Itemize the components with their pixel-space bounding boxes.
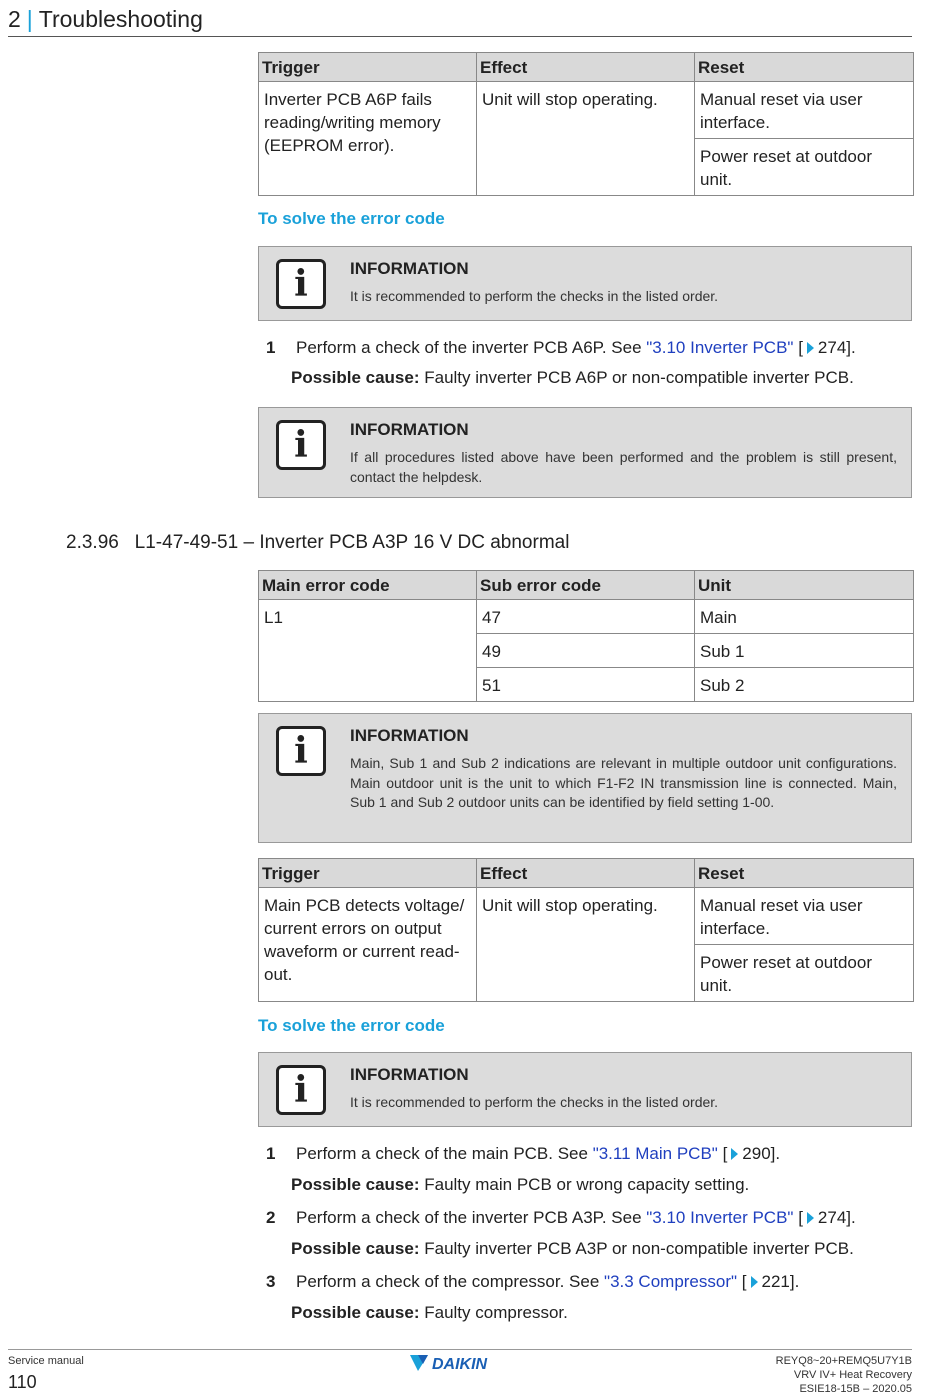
footer-product: VRV IV+ Heat Recovery — [793, 1369, 912, 1381]
header-rule — [8, 36, 912, 37]
reset-cell: Manual reset via user interface. — [695, 888, 914, 945]
info-icon: i — [276, 726, 326, 776]
possible-cause: Possible cause: Faulty main PCB or wrong capacity setting. — [291, 1175, 750, 1194]
footer-doc-info — [776, 1354, 912, 1394]
footer-model: REYQ8~20+REMQ5U7Y1B — [775, 1355, 912, 1367]
column-header-effect: Effect — [477, 859, 695, 888]
sub-code-cell: 47 — [477, 600, 695, 634]
reset-cell: Power reset at outdoor unit. — [695, 945, 914, 1002]
info-body: Main, Sub 1 and Sub 2 indications are relevant in multiple outdoor unit configurations. Main outdoor unit is the unit to which F1-F2 IN transmission line is connected. Main, Sub 1 and Sub 2 outdoor units can be identified by field setting 1-00. — [350, 755, 897, 810]
effect-cell: Unit will stop operating. — [477, 888, 695, 1002]
page-arrow-icon — [807, 342, 814, 354]
info-box — [258, 1052, 912, 1127]
step-number: 2 — [266, 1208, 276, 1227]
sub-code-cell: 51 — [477, 668, 695, 702]
column-header-main-code: Main error code — [259, 571, 477, 600]
step-text: Perform a check of the compressor. See "3.3 Compressor" [ 221]. — [296, 1272, 800, 1291]
cross-reference-link[interactable]: "3.11 Main PCB" — [592, 1144, 718, 1163]
unit-cell: Main — [695, 600, 914, 634]
info-icon: i — [276, 259, 326, 309]
info-icon: i — [276, 1065, 326, 1115]
info-icon: i — [276, 420, 326, 470]
solve-heading: To solve the error code — [258, 1016, 445, 1035]
column-header-effect: Effect — [477, 53, 695, 82]
step-number: 1 — [266, 1144, 276, 1163]
cross-reference-link[interactable]: "3.3 Compressor" — [604, 1272, 738, 1291]
chapter-number: 2 — [8, 6, 21, 32]
possible-cause: Possible cause: Faulty inverter PCB A6P or non-compatible inverter PCB. — [291, 368, 854, 387]
unit-cell: Sub 1 — [695, 634, 914, 668]
step-text: Perform a check of the inverter PCB A6P. See "3.10 Inverter PCB" [ 274]. — [296, 338, 856, 357]
column-header-trigger: Trigger — [259, 859, 477, 888]
page-arrow-icon — [731, 1148, 738, 1160]
info-title: INFORMATION — [350, 1065, 469, 1084]
info-title: INFORMATION — [350, 726, 469, 745]
unit-cell: Sub 2 — [695, 668, 914, 702]
column-header-trigger: Trigger — [259, 53, 477, 82]
step-text: Perform a check of the main PCB. See "3.11 Main PCB" [ 290]. — [296, 1144, 781, 1163]
main-code-cell: L1 — [259, 600, 477, 702]
sub-code-cell: 49 — [477, 634, 695, 668]
column-header-unit: Unit — [695, 571, 914, 600]
info-box — [258, 246, 912, 321]
step-text: Perform a check of the inverter PCB A3P. See "3.10 Inverter PCB" [ 274]. — [296, 1208, 856, 1227]
column-header-sub-code: Sub error code — [477, 571, 695, 600]
trigger-effect-reset-table — [258, 858, 914, 1002]
footer-rule — [8, 1349, 912, 1350]
possible-cause: Possible cause: Faulty compressor. — [291, 1303, 568, 1322]
cross-reference-link[interactable]: "3.10 Inverter PCB" — [646, 1208, 794, 1227]
info-title: INFORMATION — [350, 420, 469, 439]
trigger-cell: Main PCB detects voltage/ current errors on output waveform or current read-out. — [259, 888, 477, 1002]
section-number: 2.3.96 — [66, 532, 119, 553]
footer-doc-type: Service manual — [8, 1355, 84, 1367]
step-number: 3 — [266, 1272, 276, 1291]
page-header — [8, 6, 203, 33]
info-body: It is recommended to perform the checks in the listed order. — [350, 288, 719, 304]
possible-cause: Possible cause: Faulty inverter PCB A3P or non-compatible inverter PCB. — [291, 1239, 854, 1258]
column-header-reset: Reset — [695, 53, 914, 82]
brand-name: DAIKIN — [432, 1356, 488, 1373]
info-body: It is recommended to perform the checks in the listed order. — [350, 1094, 719, 1110]
error-codes-table — [258, 570, 914, 702]
chapter-title: Troubleshooting — [38, 6, 203, 32]
section-heading — [66, 532, 569, 554]
reset-cell: Manual reset via user interface. — [695, 82, 914, 139]
info-title: INFORMATION — [350, 259, 469, 278]
page-arrow-icon — [751, 1276, 758, 1288]
header-separator: | — [26, 6, 33, 32]
footer-doc-code: ESIE18-15B – 2020.05 — [799, 1383, 912, 1394]
trigger-effect-reset-table — [258, 52, 914, 196]
effect-cell: Unit will stop operating. — [477, 82, 695, 196]
info-body: If all procedures listed above have been performed and the problem is still present, contact the helpdesk. — [350, 449, 897, 485]
daikin-logo — [408, 1353, 512, 1373]
reset-cell: Power reset at outdoor unit. — [695, 139, 914, 196]
info-box — [258, 407, 912, 498]
step-number: 1 — [266, 338, 276, 357]
column-header-reset: Reset — [695, 859, 914, 888]
solve-heading: To solve the error code — [258, 209, 445, 228]
cross-reference-link[interactable]: "3.10 Inverter PCB" — [646, 338, 794, 357]
section-title: L1-47-49-51 – Inverter PCB A3P 16 V DC abnormal — [134, 532, 570, 553]
trigger-cell: Inverter PCB A6P fails reading/writing memory (EEPROM error). — [259, 82, 477, 196]
page-arrow-icon — [807, 1212, 814, 1224]
page-number: 110 — [8, 1372, 37, 1392]
info-box — [258, 713, 912, 843]
